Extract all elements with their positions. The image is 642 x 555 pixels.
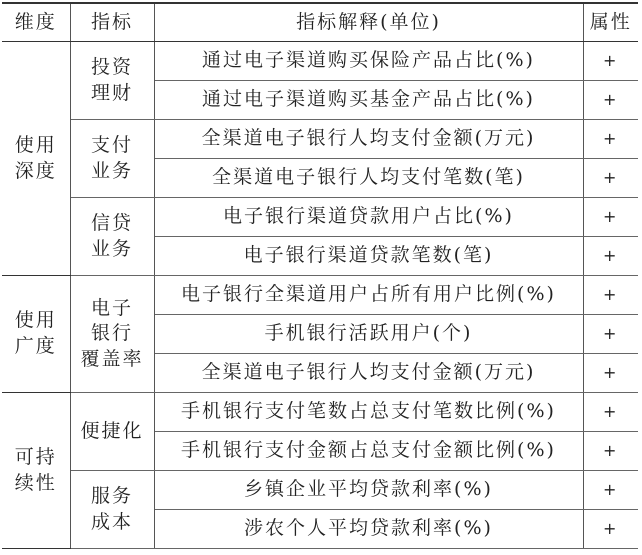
table-row [2,471,638,510]
indicator-cell: 支付 业务 [70,120,154,198]
attribute-cell: + [583,120,638,159]
attribute-cell: + [583,276,638,315]
indicator-cell: 投资 理财 [70,42,154,120]
dimension-cell: 使用 深度 [2,42,70,276]
attribute-cell: + [583,315,638,354]
table-row [2,393,638,432]
attribute-cell: + [583,237,638,276]
header-attribute: 属性 [583,3,638,42]
attribute-cell: + [583,159,638,198]
explanation-cell: 全渠道电子银行人均支付金额(万元) [154,354,583,393]
explanation-cell: 全渠道电子银行人均支付金额(万元) [154,120,583,159]
attribute-cell: + [583,354,638,393]
explanation-cell: 电子银行渠道贷款笔数(笔) [154,237,583,276]
table-body [2,42,638,549]
attribute-cell: + [583,510,638,549]
explanation-cell: 通过电子渠道购买基金产品占比(%) [154,81,583,120]
attribute-cell: + [583,432,638,471]
attribute-cell: + [583,42,638,81]
explanation-cell: 手机银行活跃用户(个) [154,315,583,354]
indicator-table [2,2,638,549]
attribute-cell: + [583,471,638,510]
header-dimension: 维度 [2,3,70,42]
header-indicator: 指标 [70,3,154,42]
explanation-cell: 手机银行支付金额占总支付金额比例(%) [154,432,583,471]
indicator-cell: 便捷化 [70,393,154,471]
explanation-cell: 手机银行支付笔数占总支付笔数比例(%) [154,393,583,432]
indicator-cell: 服务 成本 [70,471,154,549]
explanation-cell: 通过电子渠道购买保险产品占比(%) [154,42,583,81]
attribute-cell: + [583,81,638,120]
explanation-cell: 电子银行全渠道用户占所有用户比例(%) [154,276,583,315]
explanation-cell: 乡镇企业平均贷款利率(%) [154,471,583,510]
table-row [2,276,638,315]
explanation-cell: 全渠道电子银行人均支付笔数(笔) [154,159,583,198]
explanation-cell: 涉农个人平均贷款利率(%) [154,510,583,549]
table-row [2,198,638,237]
dimension-cell: 可持 续性 [2,393,70,549]
indicator-cell: 信贷 业务 [70,198,154,276]
dimension-cell: 使用 广度 [2,276,70,393]
indicator-cell: 电子 银行 覆盖率 [70,276,154,393]
table-header-row [2,3,638,42]
table-row [2,120,638,159]
attribute-cell: + [583,393,638,432]
attribute-cell: + [583,198,638,237]
explanation-cell: 电子银行渠道贷款用户占比(%) [154,198,583,237]
header-explanation: 指标解释(单位) [154,3,583,42]
table-row [2,42,638,81]
